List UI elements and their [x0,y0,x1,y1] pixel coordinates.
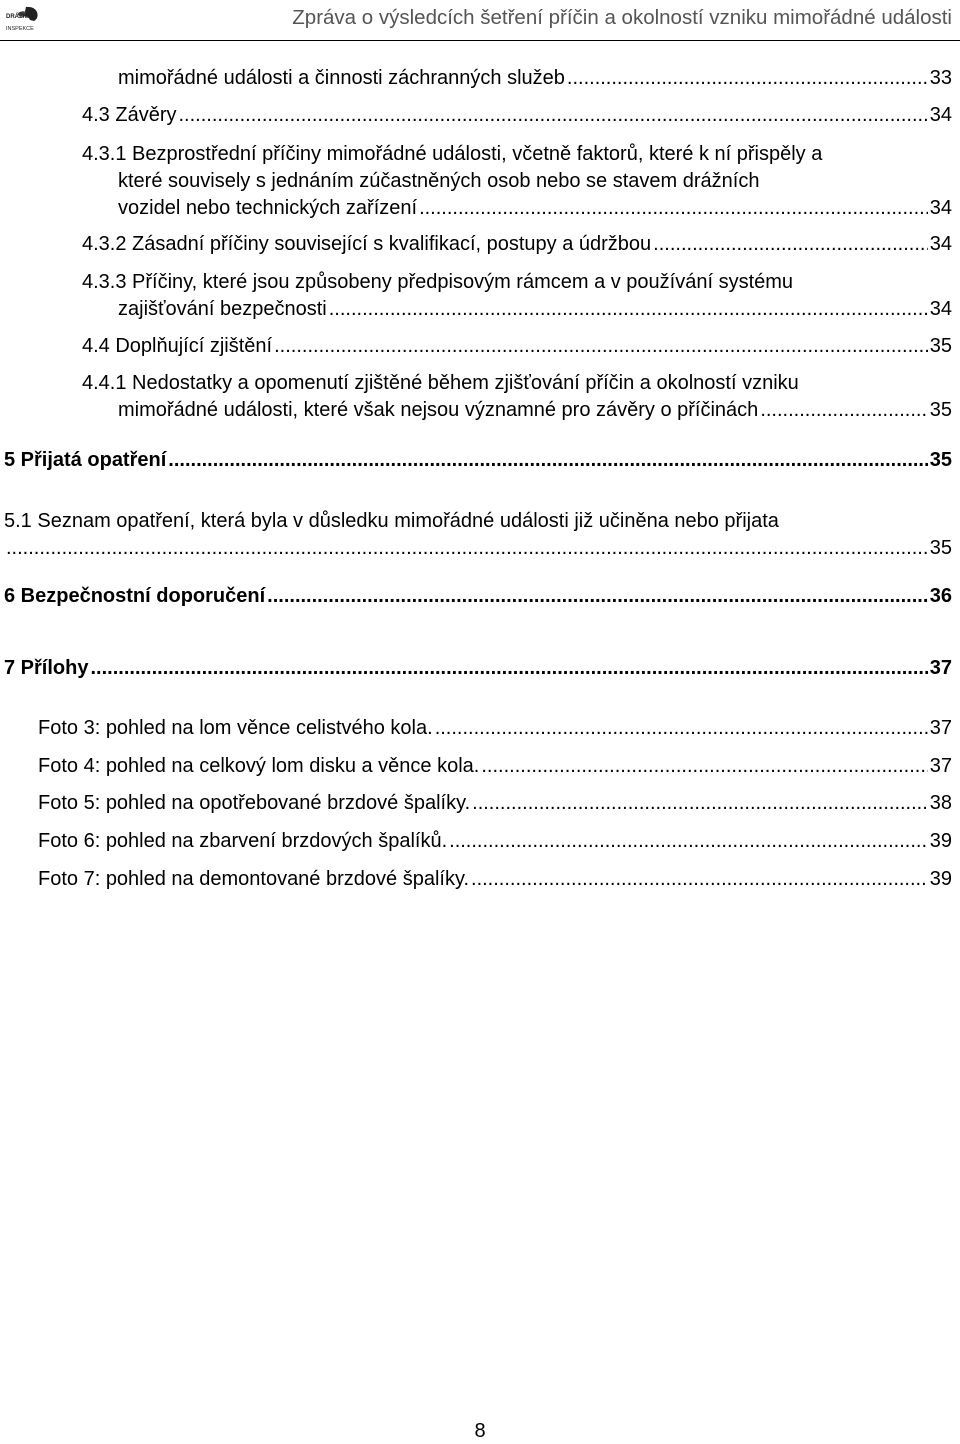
toc-entry-title: Foto 7: pohled na demontované brzdové špalíky. [38,868,470,890]
svg-text:INSPEKCE: INSPEKCE [6,26,34,32]
svg-text:DRÁŽNÍ: DRÁŽNÍ [6,14,29,20]
toc-entry-title: Foto 4: pohled na celkový lom disku a věnce kola. [38,755,480,777]
toc-leader [267,583,928,609]
toc-leader [168,447,927,473]
toc-figure-entry[interactable] [38,828,952,854]
toc-leader [419,195,928,221]
toc-entry-page: 34 [929,233,952,255]
toc-entry-page: 35 [929,537,952,559]
toc-entry-title: 4.4 Doplňující zjištění [82,335,273,357]
toc-entry-page: 35 [929,449,952,471]
page-number: 8 [474,1420,486,1442]
toc-leader [435,715,928,741]
toc-leader [178,102,927,128]
toc-entry-page: 35 [929,335,952,357]
toc-figure-entry[interactable] [38,866,952,892]
toc-entry-title: Foto 3: pohled na lom věnce celistvého kola. [38,717,433,739]
toc-entry-page: 35 [929,399,952,421]
toc-entry-page: 39 [929,868,952,890]
toc-leader [481,753,927,779]
toc-leader [90,655,927,681]
toc-entry[interactable] [118,397,952,423]
toc-entry-line[interactable]: 4.4.1 Nedostatky a opomenutí zjištěné během zjišťování příčin a okolností vzniku [82,372,799,394]
toc-entry-line[interactable]: 4.3.1 Bezprostřední příčiny mimořádné události, včetně faktorů, které k ní přispěly a [82,143,823,165]
toc-entry-line[interactable]: 4.3.3 Příčiny, které jsou způsobeny předpisovým rámcem a v používání systému [82,271,794,293]
toc-figure-entry[interactable] [38,790,952,816]
toc-leader [653,231,928,257]
toc-entry[interactable] [82,102,952,128]
toc-entry[interactable] [118,296,952,322]
toc-entry[interactable] [118,195,952,221]
toc-leader [472,790,928,816]
toc-entry-title: mimořádné události, které však nejsou významné pro závěry o příčinách [118,399,759,421]
toc-leader [6,535,928,561]
toc-entry-page: 34 [929,298,952,320]
toc-leader [274,333,928,359]
toc-leader [449,828,928,854]
toc-entry-line[interactable]: 5.1 Seznam opatření, která byla v důsledku mimořádné události již učiněna nebo přijata [4,510,779,532]
toc-entry-chapter[interactable] [4,655,952,681]
toc-entry-page: 37 [929,755,952,777]
toc-figure-entry[interactable] [38,715,952,741]
toc-entry-title: 6 Bezpečnostní doporučení [4,585,266,607]
toc-entry-page: 36 [929,585,952,607]
toc-figure-entry[interactable] [38,753,952,779]
toc-entry[interactable] [118,65,952,91]
header-title: Zpráva o výsledcích šetření příčin a okolností vzniku mimořádné události [292,6,952,29]
toc-entry-page: 37 [929,657,952,679]
toc-entry-chapter[interactable] [4,583,952,609]
toc-leader [567,65,928,91]
toc-leader [760,397,927,423]
toc-entry-page: 34 [929,104,952,126]
toc-entry[interactable] [82,333,952,359]
toc-entry-title: 4.3.2 Zásadní příčiny související s kvalifikací, postupy a údržbou [82,233,652,255]
toc-entry[interactable] [4,535,952,561]
toc-leader [471,866,928,892]
toc-entry-line[interactable]: které souvisely s jednáním zúčastněných osob nebo se stavem drážních [118,170,760,192]
toc-entry-page: 34 [929,197,952,219]
toc-entry-title: 5 Přijatá opatření [4,449,167,471]
toc-entry-page: 37 [929,717,952,739]
toc-entry-page: 39 [929,830,952,852]
toc-entry-chapter[interactable] [4,447,952,473]
toc-entry-title: zajišťování bezpečnosti [118,298,327,320]
toc-entry-title: vozidel nebo technických zařízení [118,197,418,219]
toc-entry-page: 33 [929,67,952,89]
toc-entry-title: Foto 5: pohled na opotřebované brzdové špalíky. [38,792,471,814]
toc-entry-title: Foto 6: pohled na zbarvení brzdových špalíků. [38,830,448,852]
toc-entry-page: 38 [929,792,952,814]
toc-entry[interactable] [82,231,952,257]
toc-entry-title: 7 Přílohy [4,657,89,679]
toc-entry-title: 4.3 Závěry [82,104,177,126]
toc-entry-title: mimořádné události a činnosti záchranných služeb [118,67,565,89]
toc-leader [329,296,928,322]
